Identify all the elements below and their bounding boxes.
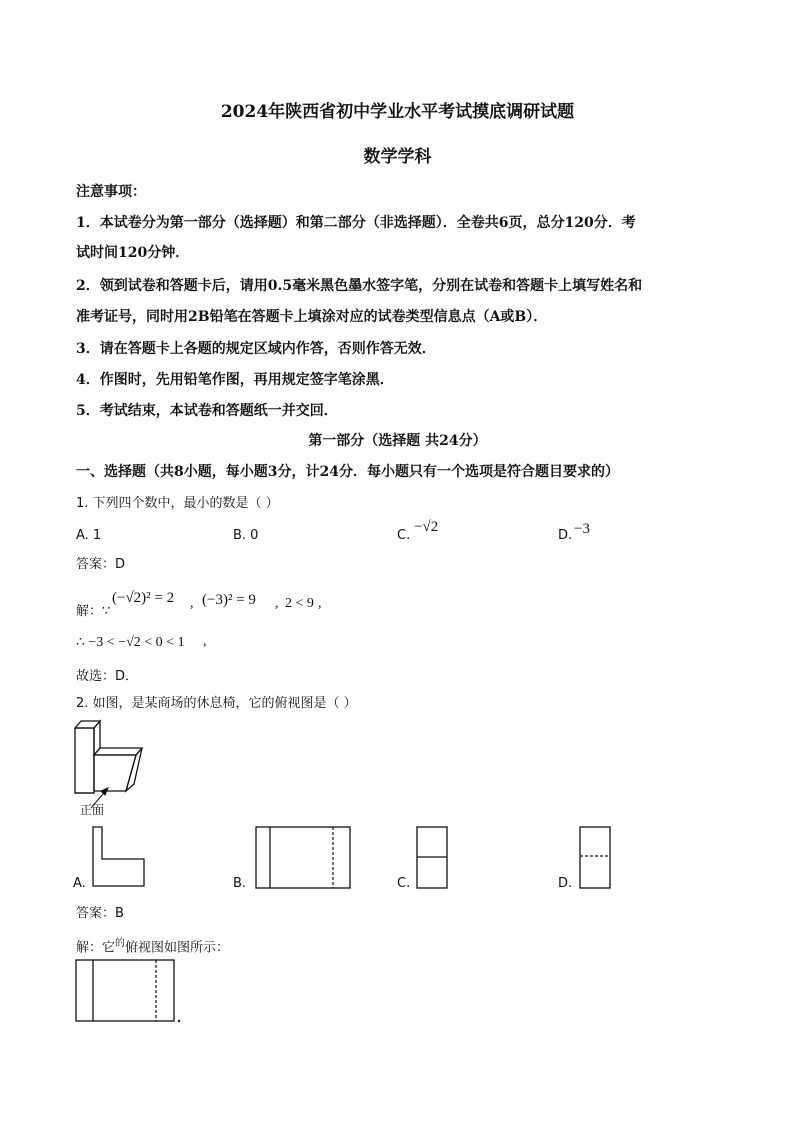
option-c-figure: [414, 825, 454, 890]
notice-line: 准考证号，同时用2B铅笔在答题卡上填涂对应的试卷类型信息点（A或B）．: [76, 309, 548, 325]
exam-title: 2024年陕西省初中学业水平考试摸底调研试题: [220, 102, 575, 122]
notice-line: 4．作图时，先用铅笔作图，再用规定签字笔涂黑．: [76, 372, 394, 388]
subject-title: 数学学科: [363, 147, 432, 167]
q1-solution-line2: ∴ −3 < −√2 < 0 < 1: [76, 635, 185, 650]
q1-solution-prefix: 解：∵: [76, 604, 111, 619]
part1-heading: 第一部分（选择题 共24分）: [308, 433, 487, 449]
comma-2: ,: [275, 596, 279, 611]
q1-solution-expr: (−3)² = 9: [202, 592, 256, 608]
q1-solution-expr: 2 < 9: [285, 596, 314, 611]
q1-option-c-math: −√2: [414, 519, 439, 535]
notice-line: 5．考试结束，本试卷和答题纸一并交回．: [76, 403, 338, 419]
notice-heading: 注意事项：: [76, 184, 146, 200]
q2-solution-small: 的: [115, 938, 126, 949]
option-a-figure: [88, 825, 158, 890]
solution-top-view-figure: [73, 958, 188, 1028]
q1-solution-expr: (−√2)² = 2: [112, 590, 175, 606]
notice-line: 2．领到试卷和答题卡后，请用0.5毫米黑色墨水签字笔，分别在试卷和答题卡上填写姓名和: [76, 278, 643, 294]
q1-option-d: D.: [558, 528, 573, 543]
q1-conclusion: 故选：D．: [76, 669, 139, 684]
q2-solution: [76, 934, 229, 955]
q2-answer: 答案：B: [76, 906, 124, 921]
q1-option-d-math: −3: [574, 521, 590, 537]
comma-1: ,: [190, 596, 194, 611]
q1-answer: 答案：D: [76, 557, 126, 572]
notice-line: 3．请在答题卡上各题的规定区域内作答，否则作答无效．: [76, 341, 436, 357]
q2-solution-part1: 解：它: [76, 940, 116, 956]
q1-option-c: C.: [397, 528, 411, 543]
bench-3d-figure: [72, 718, 152, 800]
q1-option-b: B. 0: [233, 528, 259, 543]
section-heading: 一、选择题（共8小题，每小题3分，计24分．每小题只有一个选项是符合题目要求的）: [76, 464, 619, 480]
notice-line: 试时间120分钟．: [76, 245, 190, 261]
q2-option-a: A.: [73, 876, 86, 891]
q2-option-c: C.: [397, 876, 411, 891]
q2-option-b: B.: [233, 876, 247, 891]
q2-option-d: D.: [558, 876, 573, 891]
comma-3: ,: [318, 596, 322, 611]
comma-4: ,: [203, 634, 207, 649]
q1-option-a: A. 1: [76, 528, 102, 543]
front-view-label: 正面: [80, 803, 105, 817]
q1-stem: 1. 下列四个数中，最小的数是（ ）: [76, 496, 279, 511]
option-d-figure: [577, 825, 617, 890]
option-b-figure: [253, 825, 353, 890]
q2-solution-part2: 俯视图如图所示：: [125, 940, 230, 956]
q2-stem: 2. 如图，是某商场的休息椅，它的俯视图是（ ）: [76, 696, 357, 711]
notice-line: 1．本试卷分为第一部分（选择题）和第二部分（非选择题）．全卷共6页，总分120分．考: [76, 215, 636, 231]
